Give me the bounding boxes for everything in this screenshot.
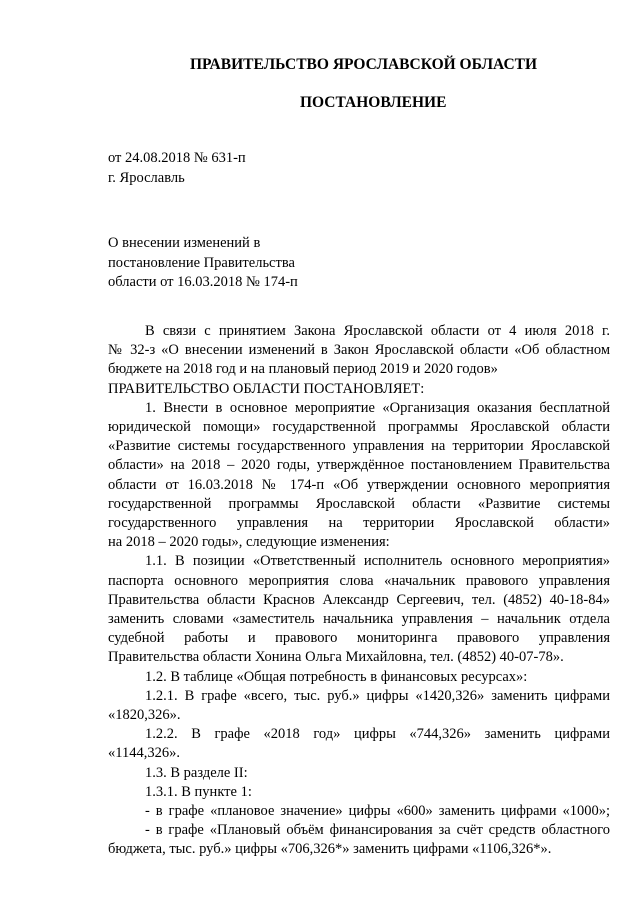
- body-line: 1. Внести в основное мероприятие «Организация оказания бесплатной: [145, 399, 610, 416]
- body-line: «1144,326».: [108, 745, 180, 762]
- body-line: В связи с принятием Закона Ярославской области от 4 июля 2018 г.: [145, 323, 610, 339]
- document-type-title: ПОСТАНОВЛЕНИЕ: [300, 94, 447, 111]
- body-line: заменить словами «заместитель начальника управления – начальник отдела: [108, 611, 610, 628]
- body-line: государственного управления на территории Ярославской области»: [108, 515, 610, 532]
- body-line: паспорта основного мероприятия слова «начальник правового управления: [108, 572, 610, 589]
- body-line: Правительства области Хонина Ольга Михайловна, тел. (4852) 40-07-78».: [108, 649, 564, 666]
- document-subject: [108, 234, 298, 293]
- body-line: ПРАВИТЕЛЬСТВО ОБЛАСТИ ПОСТАНОВЛЯЕТ:: [108, 380, 425, 397]
- body-line: 1.2.2. В графе «2018 год» цифры «744,326» заменить цифрами: [145, 726, 610, 743]
- government-title: ПРАВИТЕЛЬСТВО ЯРОСЛАВСКОЙ ОБЛАСТИ: [190, 56, 538, 73]
- subject-line: постановление Правительства: [108, 254, 295, 271]
- body-line: 1.3.1. В пункте 1:: [145, 783, 252, 800]
- body-line: - в графе «плановое значение» цифры «600» заменить цифрами «1000»;: [145, 803, 610, 820]
- body-line: области от 16.03.2018 № 174-п «Об утверждении основного мероприятия: [108, 476, 610, 493]
- document-date-number: от 24.08.2018 № 631-п: [108, 150, 246, 166]
- body-line: бюджета, тыс. руб.» цифры «706,326*» заменить цифрами «1106,326*».: [108, 841, 552, 858]
- body-line: на 2018 – 2020 годы», следующие изменения:: [108, 534, 390, 551]
- body-line: бюджете на 2018 год и на плановый период 2019 и 2020 годов»: [108, 361, 498, 378]
- body-line: 1.2. В таблице «Общая потребность в финансовых ресурсах»:: [145, 668, 528, 685]
- subject-line: О внесении изменений в: [108, 235, 261, 251]
- body-line: 1.2.1. В графе «всего, тыс. руб.» цифры «1420,326» заменить цифрами: [145, 687, 610, 704]
- body-line: Правительства области Краснов Александр Сергеевич, тел. (4852) 40-18-84»: [108, 591, 610, 608]
- document-city: г. Ярославль: [108, 170, 185, 186]
- body-line: юридической помощи» государственной программы Ярославской области: [108, 419, 610, 436]
- body-line: - в графе «Плановый объём финансирования за счёт средств областного: [145, 822, 610, 839]
- body-line: «1820,326».: [108, 707, 181, 724]
- body-line: судебной работы и правового мониторинга правового управления: [108, 630, 610, 647]
- body-line: № 32-з «О внесении изменений в Закон Ярославской области «Об областном: [108, 342, 610, 359]
- subject-line: области от 16.03.2018 № 174-п: [108, 274, 298, 290]
- body-line: 1.1. В позиции «Ответственный исполнитель основного мероприятия»: [145, 553, 610, 570]
- body-line: «Развитие системы государственного управления на территории Ярославской: [108, 438, 610, 455]
- body-line: области» на 2018 – 2020 годы, утверждённое постановлением Правительства: [108, 457, 610, 474]
- body-line: государственной программы Ярославской области «Развитие системы: [108, 495, 610, 512]
- document-body: [108, 322, 610, 860]
- body-line: 1.3. В разделе II:: [145, 764, 248, 781]
